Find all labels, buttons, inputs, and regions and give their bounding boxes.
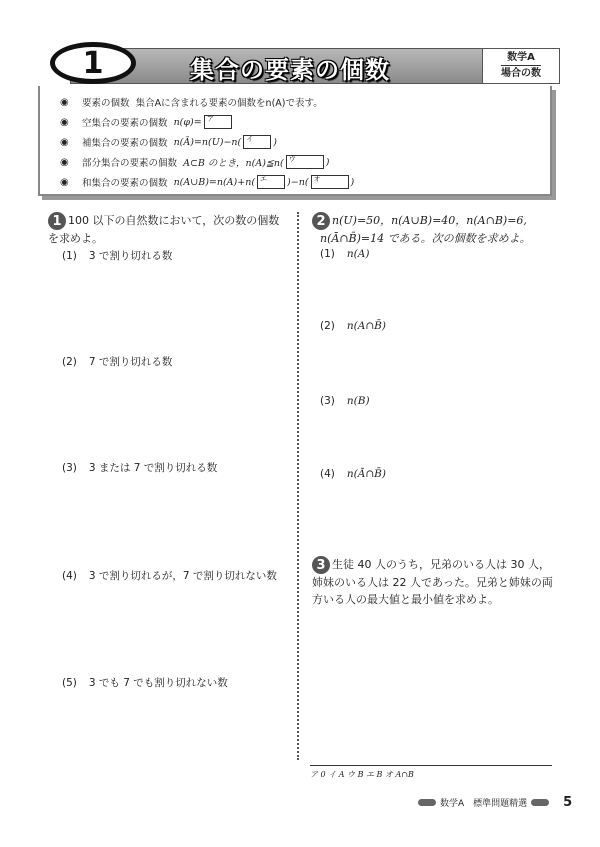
formula-tail: ) [273, 136, 277, 148]
formula-tail: ) [325, 156, 330, 168]
question-text: 生徒 40 人のうち，兄弟のいる人は 30 人，姉妹のいる人は 22 人であった。兄弟と姉妹の両方いる人の最大値と最小値を求めよ。 [312, 558, 553, 606]
answer-blank[interactable] [257, 175, 285, 189]
question-3 [312, 556, 556, 608]
summary-row [60, 92, 540, 112]
sub-question [320, 320, 386, 332]
sub-text: n(Ā∩B̄) [346, 468, 386, 480]
section-number: 1 [82, 45, 104, 81]
bullet-icon: ◉ [60, 156, 69, 168]
unit-label: 場合の数 [501, 65, 541, 81]
sub-question [62, 354, 172, 369]
sub-question [320, 395, 370, 407]
answer-blank[interactable] [204, 115, 232, 129]
answer-blank[interactable] [311, 175, 349, 189]
answer-blank[interactable] [286, 155, 324, 169]
sub-question [62, 568, 277, 583]
sub-number: (5) [62, 677, 77, 689]
sub-question [62, 460, 217, 475]
sub-text: 3 または 7 で割り切れる数 [88, 462, 218, 474]
sub-question [62, 675, 228, 690]
sub-number: (1) [320, 248, 335, 260]
answer-key: ア 0 イ A ウ B エ B オ A∩B [310, 765, 552, 780]
blank-label: オ [313, 175, 321, 183]
summary-row [60, 132, 540, 152]
header [40, 40, 560, 85]
sub-number: (4) [320, 468, 335, 480]
question-text: 100 以下の自然数において，次の数の個数を求めよ。 [48, 214, 280, 245]
summary-row [60, 112, 540, 132]
sub-text: n(B) [346, 395, 370, 407]
sub-question [62, 248, 172, 263]
sub-text: 3 で割り切れる数 [88, 250, 173, 262]
question-text: n(U)=50，n(A∪B)=40，n(A∩B)=6, [332, 214, 527, 227]
summary-formula: n(A∪B)=n(A)+n( [173, 176, 256, 188]
summary-label: 空集合の要素の個数 [82, 118, 168, 129]
footer-pill-icon [531, 799, 549, 806]
sub-number: (3) [320, 395, 335, 407]
sub-number: (1) [62, 250, 77, 262]
formula-tail: ) [350, 176, 355, 188]
book-title: 数学A 標準問題精選 [440, 799, 528, 809]
sub-question [320, 248, 369, 260]
summary-label: 部分集合の要素の個数 [82, 158, 178, 169]
sub-number: (4) [62, 570, 77, 582]
summary-label: 要素の個数 [82, 98, 130, 109]
sub-text: n(A∩B̄) [346, 320, 386, 332]
summary-label: 和集合の要素の個数 [82, 178, 168, 189]
question-number-badge: 2 [312, 212, 330, 230]
blank-label: エ [260, 175, 268, 183]
footer [418, 795, 572, 810]
page-title: 集合の要素の個数 [190, 56, 390, 84]
blank-label: ウ [288, 155, 296, 163]
bullet-icon: ◉ [60, 136, 69, 148]
page-number: 5 [563, 795, 573, 810]
subject-label: 数学A [507, 52, 535, 63]
summary-label: 補集合の要素の個数 [82, 138, 168, 149]
question-text: n(Ā∩B̄)=14 である。次の個数を求めよ。 [320, 232, 531, 245]
sub-number: (2) [320, 320, 335, 332]
summary-row [60, 152, 540, 172]
sub-text: 3 でも 7 でも割り切れない数 [88, 677, 228, 689]
section-number-badge [50, 42, 136, 84]
summary-row [60, 172, 540, 192]
question-number-badge: 1 [48, 212, 66, 230]
bullet-icon: ◉ [60, 96, 69, 108]
summary-formula: n(Ā)=n(U)−n( [173, 136, 242, 148]
question-2 [312, 212, 562, 247]
question-number-badge: 3 [312, 556, 330, 574]
summary-box [38, 86, 552, 196]
sub-text: n(A) [346, 248, 370, 260]
answer-blank[interactable] [243, 135, 271, 149]
blank-label: イ [246, 135, 254, 143]
sub-text: 3 で割り切れるが，7 で割り切れない数 [88, 570, 277, 582]
bullet-icon: ◉ [60, 176, 69, 188]
summary-text: 集合Aに含まれる要素の個数をn(A)で表す。 [135, 98, 323, 109]
summary-formula: A⊂B のとき，n(A)≦n( [183, 158, 284, 169]
question-1 [48, 212, 288, 247]
summary-formula: n(φ)= [173, 116, 202, 128]
formula-mid: )−n( [287, 176, 309, 188]
subject-box [482, 48, 560, 84]
column-divider [297, 212, 299, 760]
sub-question [320, 468, 386, 480]
sub-number: (3) [62, 462, 77, 474]
footer-pill-icon [418, 799, 436, 806]
bullet-icon: ◉ [60, 116, 69, 128]
blank-label: ア [206, 115, 214, 123]
sub-text: 7 で割り切れる数 [88, 356, 173, 368]
sub-number: (2) [62, 356, 77, 368]
